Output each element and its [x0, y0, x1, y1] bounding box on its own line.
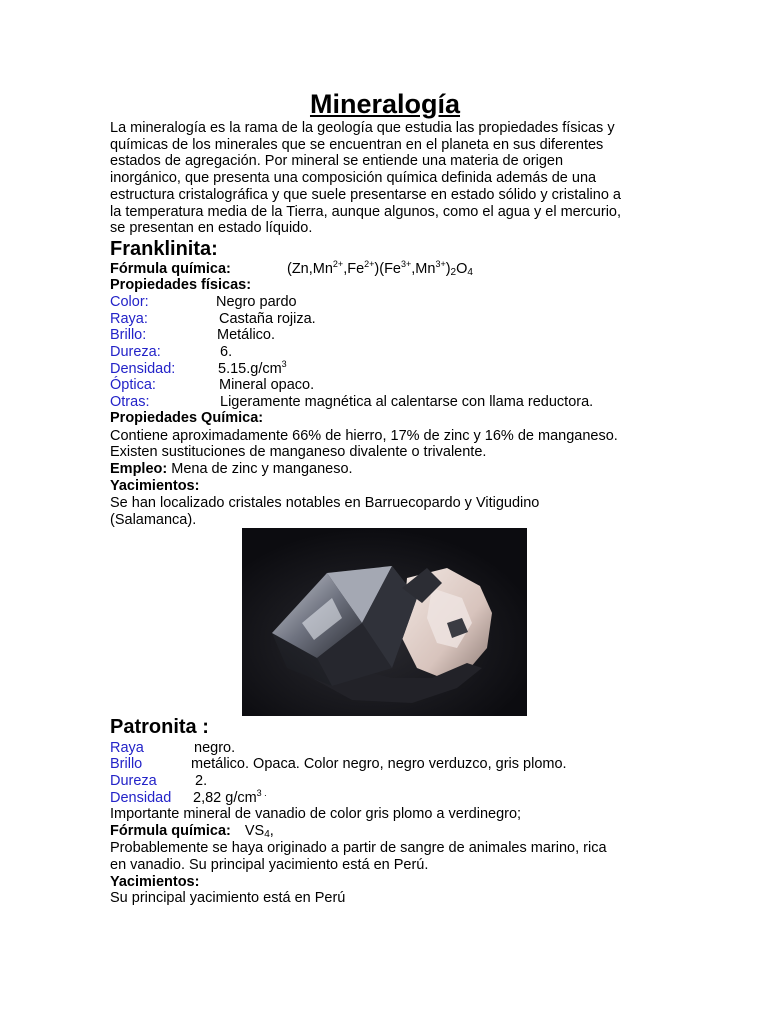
intro-line: se presentan en estado líquido. [110, 220, 313, 236]
property-label: Óptica: [110, 377, 156, 393]
intro-line: la temperatura media de la Tierra, aunque algunos, como el agua y el mercurio, [110, 204, 622, 220]
deposits-label: Yacimientos: [110, 478, 200, 494]
formula-row [110, 823, 274, 840]
property-label: Brillo [110, 756, 143, 772]
section-heading-franklinita: Franklinita: [110, 238, 218, 260]
property-label: Raya [110, 740, 144, 756]
page-title: Mineralogía [309, 89, 461, 119]
property-label: Densidad: [110, 361, 176, 377]
deposits-line: Se han localizado cristales notables en Barruecopardo y Vitigudino [110, 495, 540, 511]
intro-line: químicas de los minerales que se encuentran en el planeta en sus diferentes [110, 137, 604, 153]
property-value: Negro pardo [216, 294, 297, 310]
deposits-line: (Salamanca). [110, 512, 197, 528]
property-value: Metálico. [217, 327, 276, 343]
use-row [110, 461, 353, 478]
property-value: Ligeramente magnética al calentarse con llama reductora. [220, 394, 594, 410]
formula-label: Fórmula química: [110, 261, 231, 277]
property-label: Color: [110, 294, 149, 310]
property-value: $5.15.g/cm^3$ [218, 359, 287, 377]
formula-row [110, 259, 473, 278]
intro-line: estructura cristalográfica y que suele presentarse en estado sólido y cristalino a [110, 187, 621, 203]
property-value: Castaña rojiza. [219, 311, 316, 327]
mineral-photo [242, 528, 527, 716]
formula-value: $(Zn,Mn^{2+},Fe^{2+})(Fe^{3+},Mn^{3+})_2O_4$ [287, 259, 473, 278]
property-label: Raya: [110, 311, 148, 327]
chemical-properties-label: Propiedades Química: [110, 410, 264, 426]
franklinite-crystal-image [242, 528, 527, 716]
property-label: Otras: [110, 394, 150, 410]
origin-line: Probablemente se haya originado a partir de sangre de animales marino, rica [110, 840, 607, 856]
property-value: 2. [195, 773, 208, 789]
patronita-note: Importante mineral de vanadio de color gris plomo a verdinegro; [110, 806, 522, 822]
deposits-line: Su principal yacimiento está en Perú [110, 890, 346, 906]
formula-value: $VS_4$, [244, 823, 274, 840]
physical-properties-label: Propiedades físicas: [110, 277, 252, 293]
use-value: Mena de zinc y manganeso. [171, 461, 353, 477]
property-value: Mineral opaco. [219, 377, 315, 393]
property-label: Dureza [110, 773, 157, 789]
property-label: Dureza: [110, 344, 161, 360]
use-label: Empleo: [110, 461, 168, 477]
intro-line: inorgánico, que presenta una composición química definida además de una [110, 170, 597, 186]
origin-line: en vanadio. Su principal yacimiento está en Perú. [110, 857, 429, 873]
property-label: Brillo: [110, 327, 147, 343]
property-value: negro. [194, 740, 236, 756]
property-value: metálico. Opaca. Color negro, negro verduzco, gris plomo. [191, 756, 567, 772]
deposits-label: Yacimientos: [110, 874, 200, 890]
chemical-line: Existen sustituciones de manganeso divalente o trivalente. [110, 444, 487, 460]
intro-line: La mineralogía es la rama de la geología que estudia las propiedades físicas y [110, 120, 615, 136]
intro-line: estados de agregación. Por mineral se entiende una materia de origen [110, 153, 564, 169]
property-value: 6. [220, 344, 233, 360]
formula-label: Fórmula química: [110, 823, 231, 839]
property-label: Densidad [110, 790, 172, 806]
chemical-line: Contiene aproximadamente 66% de hierro, 17% de zinc y 16% de manganeso. [110, 428, 618, 444]
section-heading-patronita: Patronita : [110, 716, 209, 738]
property-value: 2,82 $g/cm^{3 .}$ [193, 788, 267, 806]
